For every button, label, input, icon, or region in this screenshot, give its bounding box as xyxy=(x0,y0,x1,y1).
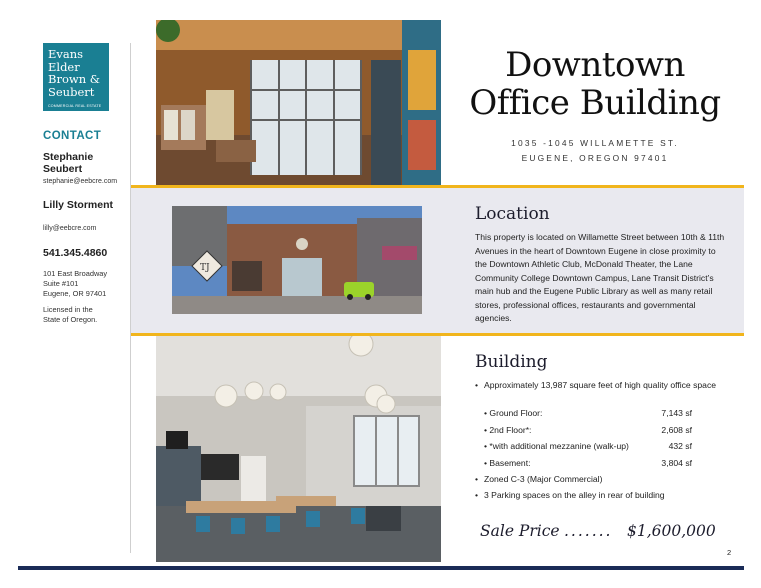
floor-row-4-value: 3,804 sf xyxy=(661,458,692,468)
location-heading: Location xyxy=(475,204,550,224)
phone-number[interactable]: 541.345.4860 xyxy=(43,247,108,259)
license-note xyxy=(43,305,97,325)
bullet-2-text: Zoned C-3 (Major Commercial) xyxy=(484,474,603,484)
contact-name-1: Stephanie Seubert xyxy=(43,151,94,175)
floor-row-4-label: • Basement: xyxy=(484,458,531,468)
floor-row-3-label: • *with additional mezzanine (walk-up) xyxy=(484,441,629,451)
building-heading: Building xyxy=(475,352,548,372)
bullet-1-text: Approximately 13,987 square feet of high quality office space xyxy=(484,380,717,390)
bullet-dot: • xyxy=(475,474,479,484)
floor-row-1-value: 7,143 sf xyxy=(661,408,692,418)
svg-text:TJ: TJ xyxy=(200,263,210,273)
location-description: This property is located on Willamette Street between 10th & 11th Avenues in the heart of Downtown Eugene in close proximity to the Downtown Athletic Club, McDonald Theater, the Lane Community College Downtown Campus, Lane Transit District’s main hub and the Eugene Public Library as well as many retail stores, professional offices, restaurants and governmental agencies. xyxy=(475,232,725,323)
address-line-1: 101 East Broadway xyxy=(43,269,108,278)
contact-name-2: Lilly Storment xyxy=(43,199,114,211)
building-bullet-2 xyxy=(475,474,602,485)
lobby-photo xyxy=(156,20,441,185)
footer-bar xyxy=(18,566,744,570)
property-street: 1035 -1045 WILLAMETTE ST. xyxy=(511,138,679,148)
exterior-photo xyxy=(172,206,422,314)
floor-row-3-value: 432 sf xyxy=(668,441,692,451)
building-bullet-3 xyxy=(475,490,665,501)
logo-line-3: Brown & xyxy=(48,72,101,86)
license-line-2: State of Oregon. xyxy=(43,315,98,324)
office-address xyxy=(43,269,107,299)
bullet-dot: • xyxy=(475,380,479,390)
company-logo xyxy=(43,43,109,111)
page-number: 2 xyxy=(727,548,732,557)
address-line-3: Eugene, OR 97401 xyxy=(43,289,107,298)
bullet-dot: • xyxy=(475,490,479,500)
logo-tagline: COMMERCIAL REAL ESTATE xyxy=(48,104,102,108)
floor-row-2-value: 2,608 sf xyxy=(661,425,692,435)
floor-2-label: 2nd Floor*: xyxy=(489,425,532,435)
floor-4-label: Basement: xyxy=(489,458,531,468)
sale-price-leader: ....... xyxy=(564,522,613,540)
contact-heading: CONTACT xyxy=(43,130,102,142)
floor-3-label: *with additional mezzanine (walk-up) xyxy=(489,441,629,451)
page-title xyxy=(460,46,730,122)
floor-row-1-label: • Ground Floor: xyxy=(484,408,543,418)
title-line-2: Office Building xyxy=(469,83,721,123)
contact-email-2[interactable]: lilly@eebcre.com xyxy=(43,225,97,232)
license-line-1: Licensed in the xyxy=(43,305,93,314)
address-line-2: Suite #101 xyxy=(43,279,79,288)
floor-row-2-label: • 2nd Floor*: xyxy=(484,425,532,435)
bullet-3-text: 3 Parking spaces on the alley in rear of building xyxy=(484,490,665,500)
logo-line-2: Elder xyxy=(48,59,80,74)
interior-classroom-photo xyxy=(156,336,441,562)
property-city: EUGENE, OREGON 97401 xyxy=(521,153,669,163)
building-bullet-1 xyxy=(475,380,720,391)
contact-email-1[interactable]: stephanie@eebcre.com xyxy=(43,178,118,185)
sale-price-value: $1,600,000 xyxy=(627,522,716,540)
title-line-1: Downtown xyxy=(505,45,685,85)
sale-price-label: Sale Price xyxy=(480,522,560,540)
logo-line-4: Seubert xyxy=(48,84,95,99)
floor-1-label: Ground Floor: xyxy=(489,408,543,418)
logo-line-1: Evans xyxy=(48,47,84,61)
